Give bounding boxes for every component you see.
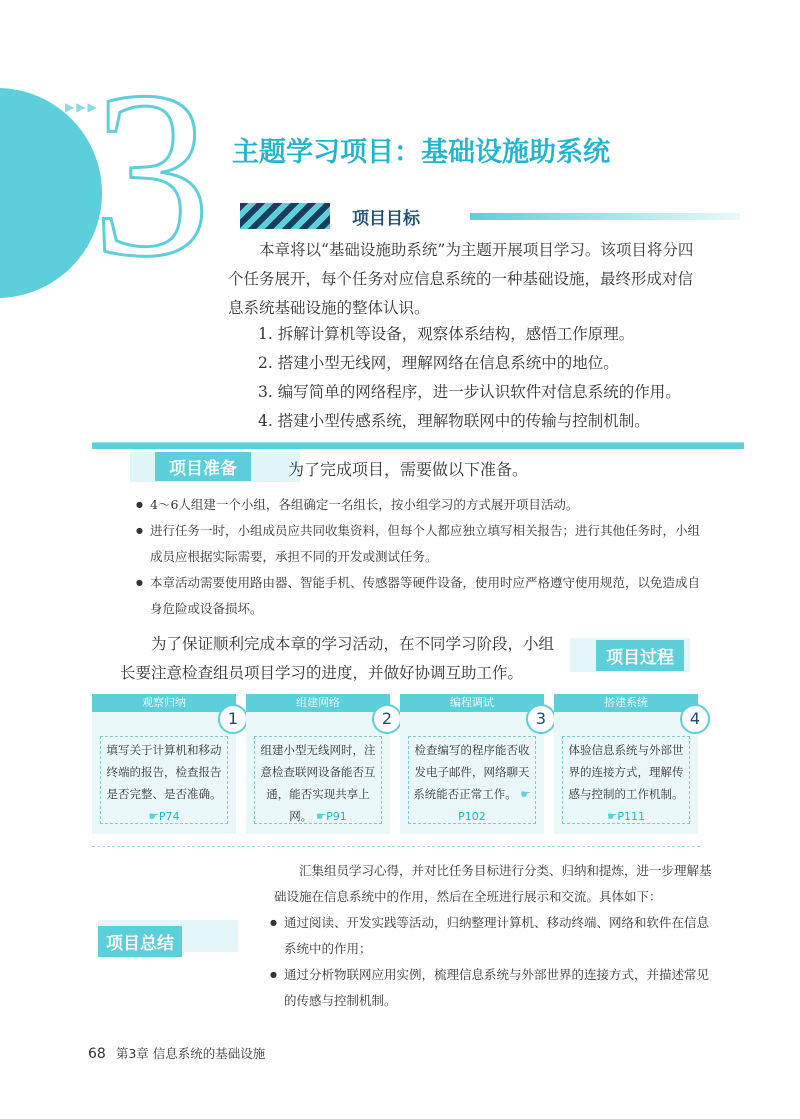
step-page-ref: P102: [458, 810, 486, 823]
step-description: [254, 736, 382, 824]
summary-divider: [92, 846, 700, 848]
goal-item: 3. 编写简单的网络程序，进一步认识软件对信息系统的作用。: [258, 383, 681, 401]
step-title: 编程调试: [400, 694, 544, 712]
goal-intro: 本章将以“基础设施助系统”为主题开展项目学习。该项目将分四个任务展开，每个任务对应信息系统的一种基础设施，最终形成对信息系统基础设施的整体认识。: [228, 241, 694, 317]
prep-top-bar: [92, 442, 744, 449]
footer-chapter-label: 第3章 信息系统的基础设施: [115, 1046, 266, 1061]
goal-gradient-line: [470, 213, 740, 220]
prep-item: ● 4～6人组建一个小组，各组确定一名组长，按小组学习的方式展开项目活动。: [140, 492, 700, 518]
page-footer: [88, 1044, 265, 1062]
step-description: [408, 736, 536, 824]
process-intro: 为了保证顺利完成本章的学习活动，在不同学习阶段，小组长要注意检查组员项目学习的进度，并做好协调互助工作。: [120, 635, 555, 682]
step-number-badge: 2: [372, 704, 402, 734]
prep-intro: 为了完成项目，需要做以下准备。: [288, 460, 529, 479]
goal-item: 2. 搭建小型无线网，理解网络在信息系统中的地位。: [258, 354, 619, 372]
triangle-arrows-icon: ▶▶▶: [65, 100, 99, 114]
step-description: [562, 736, 690, 824]
hand-pointer-icon: ☛: [315, 809, 327, 823]
summary-heading: 项目总结: [98, 926, 182, 957]
step-description: [100, 736, 228, 824]
chapter-circle-decoration: [0, 88, 102, 298]
goal-item: 4. 搭建小型传感系统，理解物联网中的传输与控制机制。: [258, 412, 650, 430]
step-text: 检查编写的程序能否收发电子邮件，网络聊天系统能否正常工作。: [413, 743, 530, 801]
summary-intro: 汇集组员学习心得，并对比任务目标进行分类、归纳和提炼，进一步理解基础设施在信息系统中的作用，然后在全班进行展示和交流。具体如下：: [274, 863, 712, 904]
prep-list: [140, 492, 700, 622]
step-page-ref: P111: [617, 810, 645, 823]
summary-list: [274, 910, 714, 1014]
prep-item: ● 进行任务一时，小组成员应共同收集资料，但每个人都应独立填写相关报告；进行其他任务时，小组成员应根据实际需要，承担不同的开发或测试任务。: [140, 518, 700, 570]
step-page-ref: P74: [158, 810, 180, 823]
step-text: 体验信息系统与外部世界的连接方式，理解传感与控制的工作机制。: [568, 743, 684, 801]
process-step-card: [400, 694, 547, 834]
hand-pointer-icon: ☛: [520, 787, 531, 801]
prep-item: ● 本章活动需要使用路由器、智能手机、传感器等硬件设备，使用时应严格遵守使用规范，以免造成自身危险或设备损坏。: [140, 570, 700, 622]
goal-stripe-decoration: [240, 203, 330, 229]
step-text: 填写关于计算机和移动终端的报告，检查报告是否完整、是否准确。: [106, 743, 222, 801]
step-text: 组建小型无线网时，注意检查联网设备能否互通，能否实现共享上网。: [260, 743, 376, 823]
step-page-ref: P91: [326, 810, 347, 823]
chapter-title: 主题学习项目：基础设施助系统: [232, 137, 610, 168]
chapter-number: 3: [92, 43, 211, 306]
step-title: 搭建系统: [554, 694, 698, 712]
process-step-card: [554, 694, 701, 834]
goal-list: [258, 320, 681, 436]
summary-item: ● 通过阅读、开发实践等活动，归纳整理计算机、移动终端、网络和软件在信息系统中的作用；: [274, 910, 714, 962]
step-number-badge: 1: [218, 704, 248, 734]
step-title: 组建网络: [246, 694, 390, 712]
process-step-card: [92, 694, 239, 834]
summary-item: ● 通过分析物联网应用实例，梳理信息系统与外部世界的连接方式，并描述常见的传感与控制机制。: [274, 962, 714, 1014]
hand-pointer-icon: ☛: [607, 809, 618, 823]
process-heading: 项目过程: [596, 640, 684, 671]
goal-heading: 项目目标: [352, 209, 420, 229]
step-number-badge: 4: [680, 704, 710, 734]
goal-item: 1. 拆解计算机等设备，观察体系结构，感悟工作原理。: [258, 325, 635, 343]
prep-heading: 项目准备: [155, 452, 251, 481]
step-number-badge: 3: [526, 704, 556, 734]
page-number: 68: [88, 1046, 106, 1062]
step-title: 观察归纳: [92, 694, 236, 712]
process-step-card: [246, 694, 393, 834]
hand-pointer-icon: ☛: [148, 809, 159, 823]
